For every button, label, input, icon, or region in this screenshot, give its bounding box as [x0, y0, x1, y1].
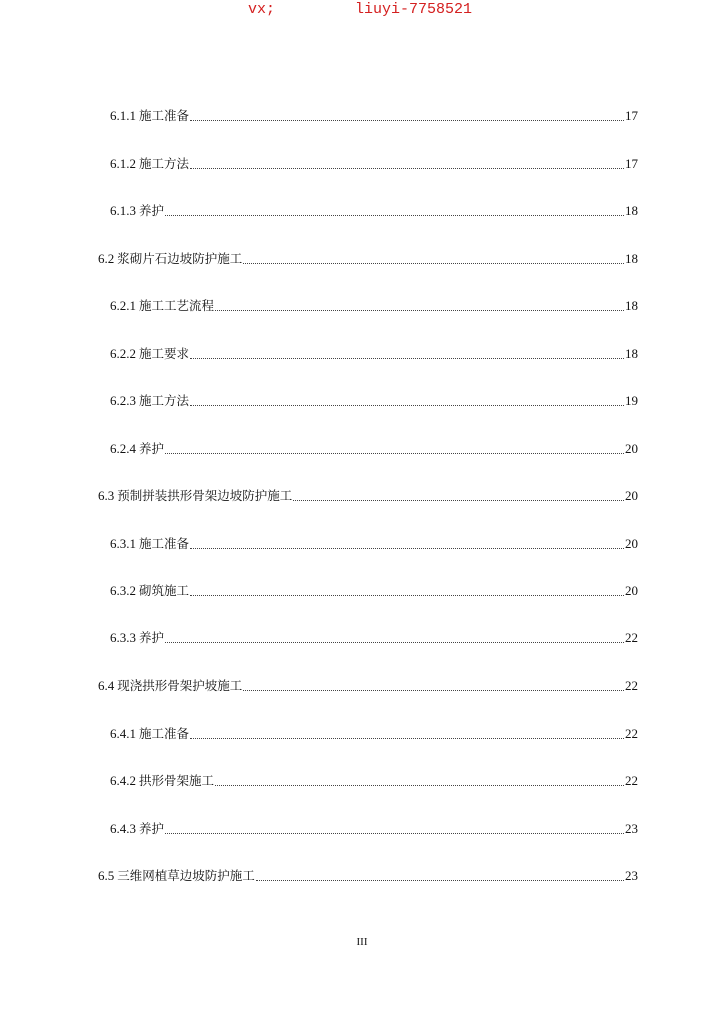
toc-entry-number: 6.1.1	[110, 108, 136, 123]
toc-entry-number: 6.3.3	[110, 630, 136, 645]
toc-entry-page: 18	[625, 251, 638, 266]
toc-entry[interactable]	[110, 532, 638, 552]
toc-entry-page: 20	[625, 488, 638, 503]
toc-entry-number: 6.4.3	[110, 821, 136, 836]
toc-leader-dots	[293, 500, 624, 501]
toc-entry-number: 6.4.2	[110, 773, 136, 788]
toc-entry-number: 6.2.3	[110, 393, 136, 408]
toc-entry-title: 施工准备	[139, 726, 190, 741]
toc-entry-number: 6.1.2	[110, 156, 136, 171]
toc-entry-title: 拱形骨架施工	[139, 773, 215, 788]
toc-entry-label	[110, 441, 164, 457]
toc-entry-label	[110, 773, 214, 789]
toc-entry-page: 19	[625, 393, 638, 408]
toc-entry-page: 22	[625, 678, 638, 693]
toc-entry[interactable]	[110, 389, 638, 409]
toc-entry-label	[110, 108, 189, 124]
toc-entry-label	[110, 726, 189, 742]
toc-entry-title: 养护	[139, 821, 165, 836]
toc-entry-title: 砌筑施工	[139, 583, 190, 598]
toc-entry-page: 22	[625, 726, 638, 741]
toc-leader-dots	[190, 358, 624, 359]
toc-entry-label	[110, 821, 164, 837]
page-number: III	[356, 936, 368, 948]
toc-entry-number: 6.4.1	[110, 726, 136, 741]
toc-entry-title: 预制拼装拱形骨架边坡防护施工	[117, 488, 293, 503]
toc-entry-number: 6.3	[98, 488, 115, 503]
toc-entry[interactable]	[110, 152, 638, 172]
toc-entry-title: 养护	[139, 203, 165, 218]
toc-entry-number: 6.1.3	[110, 203, 136, 218]
toc-entry[interactable]	[110, 579, 638, 599]
toc-entry-label	[110, 583, 189, 599]
toc-entry[interactable]	[110, 817, 638, 837]
toc-leader-dots	[165, 215, 624, 216]
toc-entry-title: 现浇拱形骨架护坡施工	[117, 678, 243, 693]
toc-entry-label	[98, 488, 292, 504]
toc-leader-dots	[165, 833, 624, 834]
toc-entry-page: 22	[625, 630, 638, 645]
toc-entry-label	[110, 156, 189, 172]
toc-leader-dots	[243, 690, 624, 691]
toc-entry-label	[110, 298, 214, 314]
toc-entry[interactable]	[98, 674, 638, 694]
watermark	[0, 0, 724, 22]
toc-entry-label	[110, 203, 164, 219]
toc-entry-page: 22	[625, 773, 638, 788]
toc-entry-number: 6.2.4	[110, 441, 136, 456]
toc-entry-number: 6.3.2	[110, 583, 136, 598]
toc-entry-page: 17	[625, 108, 638, 123]
toc-leader-dots	[190, 120, 624, 121]
toc-entry-number: 6.3.1	[110, 536, 136, 551]
toc-entry-page: 23	[625, 868, 638, 883]
toc-entry[interactable]	[110, 722, 638, 742]
toc-entry-title: 浆砌片石边坡防护施工	[117, 251, 243, 266]
toc-entry-number: 6.2	[98, 251, 115, 266]
toc-leader-dots	[190, 548, 624, 549]
toc-entry-label	[98, 868, 255, 884]
toc-entry[interactable]	[98, 247, 638, 267]
toc-entry-title: 养护	[139, 441, 165, 456]
toc-leader-dots	[165, 642, 624, 643]
toc-leader-dots	[215, 310, 624, 311]
toc-entry-title: 三维网植草边坡防护施工	[117, 868, 255, 883]
toc-leader-dots	[190, 168, 624, 169]
toc-entry-page: 17	[625, 156, 638, 171]
toc-entry[interactable]	[98, 484, 638, 504]
toc-entry-page: 18	[625, 298, 638, 313]
toc-leader-dots	[190, 405, 624, 406]
watermark-right-text: liuyi-7758521	[355, 1, 473, 18]
toc-entry-label	[98, 251, 242, 267]
toc-leader-dots	[190, 595, 624, 596]
toc-entry-number: 6.4	[98, 678, 115, 693]
toc-entry[interactable]	[110, 342, 638, 362]
toc-entry-number: 6.5	[98, 868, 115, 883]
toc-entry[interactable]	[110, 104, 638, 124]
toc-entry-title: 施工方法	[139, 156, 190, 171]
watermark-left-text: vx;	[248, 1, 276, 18]
toc-entry-number: 6.2.2	[110, 346, 136, 361]
toc-leader-dots	[165, 453, 624, 454]
toc-entry-page: 18	[625, 203, 638, 218]
toc-entry-label	[110, 393, 189, 409]
toc-entry[interactable]	[110, 769, 638, 789]
toc-entry[interactable]	[98, 864, 638, 884]
toc-entry-label	[110, 630, 164, 646]
toc-entry-title: 施工方法	[139, 393, 190, 408]
toc-entry-title: 施工工艺流程	[139, 298, 215, 313]
toc-entry[interactable]	[110, 294, 638, 314]
toc-leader-dots	[256, 880, 624, 881]
toc-entry-label	[98, 678, 242, 694]
toc-leader-dots	[190, 738, 624, 739]
toc-entry[interactable]	[110, 437, 638, 457]
toc-entry-title: 养护	[139, 630, 165, 645]
toc-entry[interactable]	[110, 199, 638, 219]
toc-entry-label	[110, 346, 189, 362]
toc-entry-number: 6.2.1	[110, 298, 136, 313]
toc-entry-title: 施工准备	[139, 108, 190, 123]
toc-entry-page: 23	[625, 821, 638, 836]
toc-entry-title: 施工准备	[139, 536, 190, 551]
toc-leader-dots	[243, 263, 624, 264]
toc-entry-label	[110, 536, 189, 552]
toc-entry-title: 施工要求	[139, 346, 190, 361]
toc-entry[interactable]	[110, 626, 638, 646]
toc-entry-page: 20	[625, 583, 638, 598]
toc-entry-page: 20	[625, 536, 638, 551]
toc-leader-dots	[215, 785, 624, 786]
toc-entry-page: 18	[625, 346, 638, 361]
toc-entry-page: 20	[625, 441, 638, 456]
